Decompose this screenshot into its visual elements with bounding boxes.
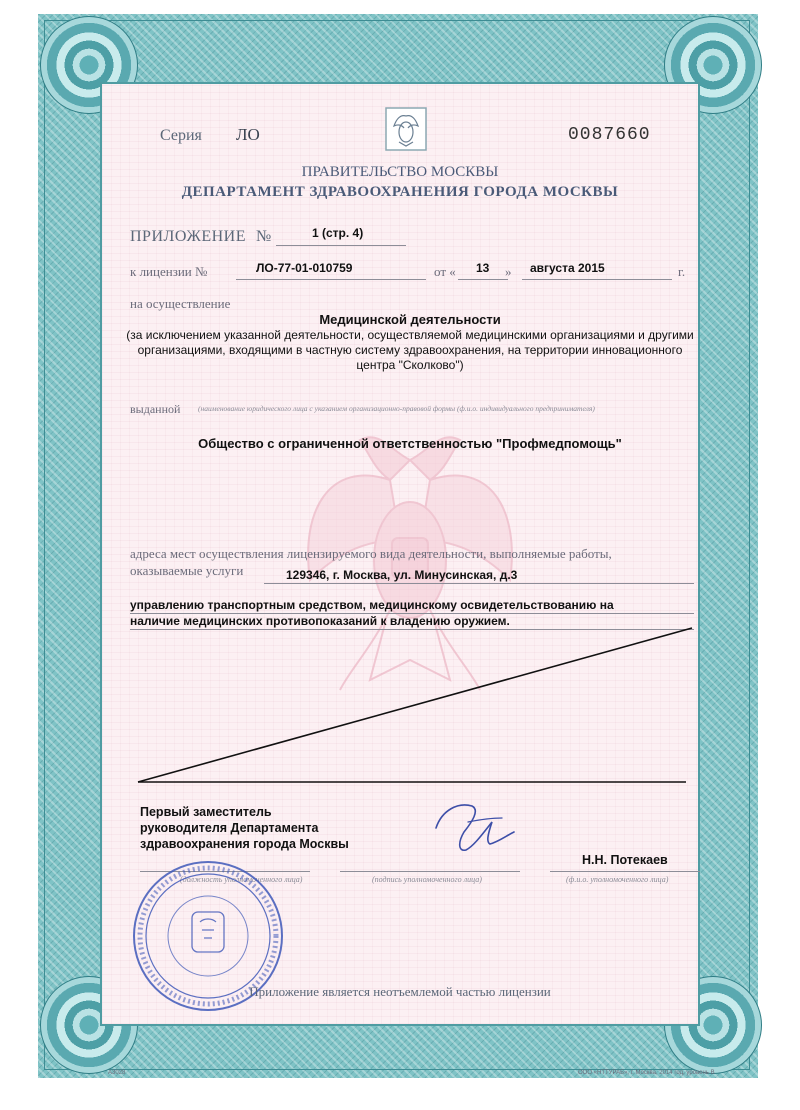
coat-of-arms-icon [384, 106, 428, 152]
cancel-strike-line [130, 620, 700, 790]
license-number: ЛО-77-01-010759 [256, 261, 353, 275]
license-label: к лицензии № [130, 264, 208, 279]
signatory-position: Первый заместитель руководителя Департамента здравоохранения города Москвы [140, 805, 349, 851]
name-underline [550, 871, 700, 872]
address-value: 129346, г. Москва, ул. Минусинская, д.3 [286, 568, 518, 582]
appendix-label: ПРИЛОЖЕНИЕ [130, 228, 247, 245]
form-code: А3028 [108, 1070, 126, 1076]
license-from-label: от « [434, 264, 456, 279]
issued-caption: (наименование юридического лица с указанием организационно-правовой формы (ф.и.о. индивидуального предпринимателя) [198, 404, 595, 413]
address-label-line2: оказываемые услуги [130, 563, 244, 578]
government-title: ПРАВИТЕЛЬСТВО МОСКВЫ [301, 164, 499, 180]
series-label: Серия [160, 127, 202, 144]
services-line2: наличие медицинских противопоказаний к владению оружием. [130, 614, 510, 628]
license-month-year: августа 2015 [530, 261, 605, 275]
printer-info: ООО «НТТУРАБ», г. Москва, 2014 год, уровень В [578, 1070, 715, 1076]
signature-underline [340, 871, 520, 872]
activity-title: Медицинской деятельности [319, 312, 501, 327]
series-value: ЛО [236, 125, 260, 144]
issued-label: выданной [130, 402, 181, 416]
license-number-underline [236, 279, 426, 280]
caption-signature: (подпись уполномоченного лица) [372, 875, 482, 884]
caption-position: (должность уполномоченного лица) [180, 875, 303, 884]
footer-note: Приложение является неотъемлемой частью лицензии [249, 984, 551, 999]
caption-name: (ф.и.о. уполномоченного лица) [566, 875, 669, 884]
activity-label: на осуществление [130, 296, 231, 311]
license-year-suffix: г. [678, 264, 686, 279]
services-line1: управлению транспортным средством, медицинскому освидетельствованию на [130, 598, 614, 612]
activity-description: (за исключением указанной деятельности, осуществляемой медицинскими организациями и другими организациями, входящими в частную систему здравоохранения, на территории инновационного центра "Сколково") [126, 328, 694, 372]
address-underline [264, 583, 694, 584]
month-underline [522, 279, 672, 280]
handwritten-signature [428, 792, 518, 862]
appendix-no-label: № [256, 228, 272, 245]
address-label-line1: адреса мест осуществления лицензируемого вида деятельности, выполняемые работы, [130, 546, 612, 561]
document-number: 0087660 [568, 125, 651, 145]
signatory-name: Н.Н. Потекаев [582, 853, 668, 867]
day-underline [458, 279, 508, 280]
license-day: 13 [476, 261, 490, 275]
organization-name: Общество с ограниченной ответственностью "Профмедпомощь" [198, 436, 622, 451]
license-close-quote: » [505, 264, 512, 279]
appendix-value: 1 (стр. 4) [312, 226, 364, 240]
department-title: ДЕПАРТАМЕНТ ЗДРАВООХРАНЕНИЯ ГОРОДА МОСКВЫ [181, 184, 619, 200]
appendix-underline [276, 245, 406, 246]
